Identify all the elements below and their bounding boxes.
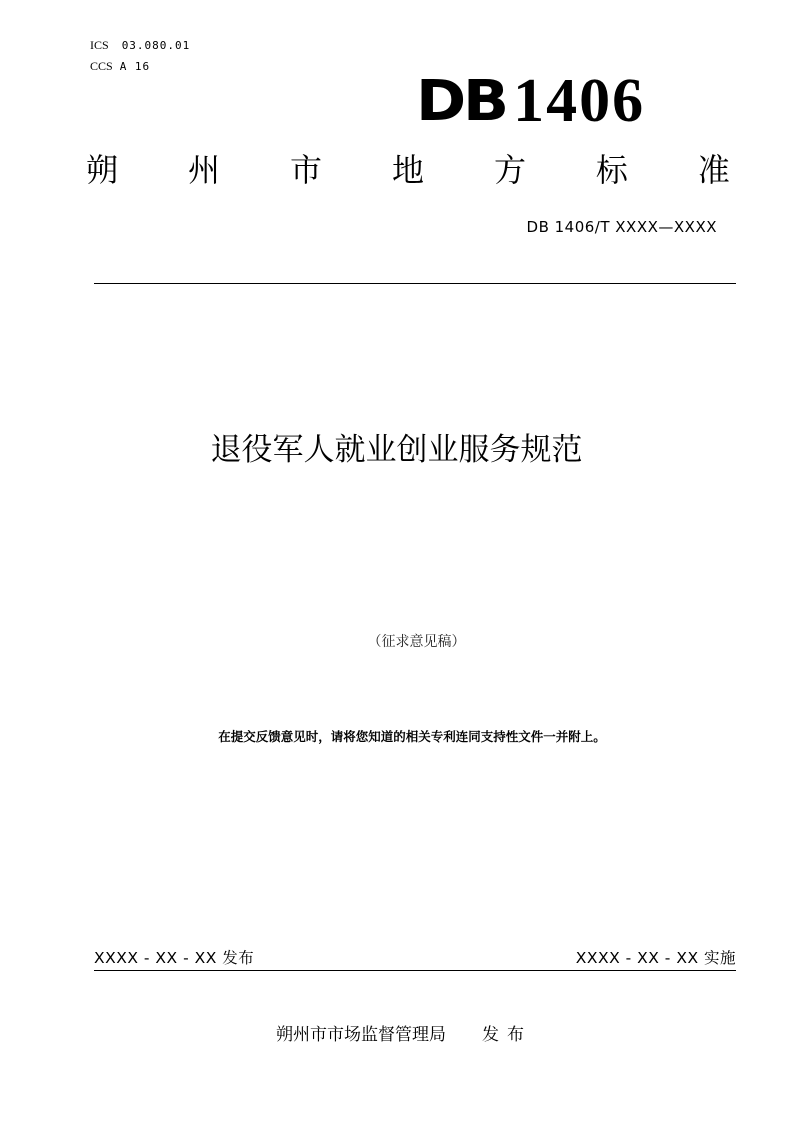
standard-title-char: 方 (493, 151, 526, 189)
ics-code: 03.080.01 (121, 39, 191, 52)
db-logo-code: 1406 (513, 67, 646, 135)
implementation-date: XXXX - XX - XX 实施 (575, 949, 736, 967)
publisher-line (0, 1023, 793, 1047)
publisher-action: 发布 (482, 1025, 532, 1045)
ics-label: ICS (90, 38, 109, 52)
ics-line (90, 38, 190, 53)
draft-status-note: （征求意见稿） (367, 634, 466, 650)
header-divider (94, 283, 736, 284)
ccs-code: A 16 (119, 60, 151, 73)
issue-date: XXXX - XX - XX 发布 (94, 949, 255, 967)
standard-title-char: 准 (697, 151, 730, 189)
standard-title-char: 朔 (86, 151, 119, 189)
standard-title-char: 市 (289, 151, 322, 189)
footer-divider (94, 970, 736, 971)
standard-type-title (86, 150, 730, 190)
standard-title-char: 州 (187, 151, 220, 189)
db-logo-letters: DB (416, 69, 506, 134)
standard-title-char: 地 (391, 151, 424, 189)
db-standard-logo (416, 66, 646, 135)
ccs-label: CCS (90, 59, 113, 73)
standard-title-char: 标 (595, 151, 628, 189)
publisher-name: 朔州市市场监督管理局 (276, 1025, 446, 1045)
patent-notice: 在提交反馈意见时，请将您知道的相关专利连同支持性文件一并附上。 (218, 729, 606, 744)
ccs-line (90, 59, 150, 74)
document-title: 退役军人就业创业服务规范 (210, 432, 583, 468)
standard-number: DB 1406/T XXXX—XXXX (526, 218, 717, 236)
